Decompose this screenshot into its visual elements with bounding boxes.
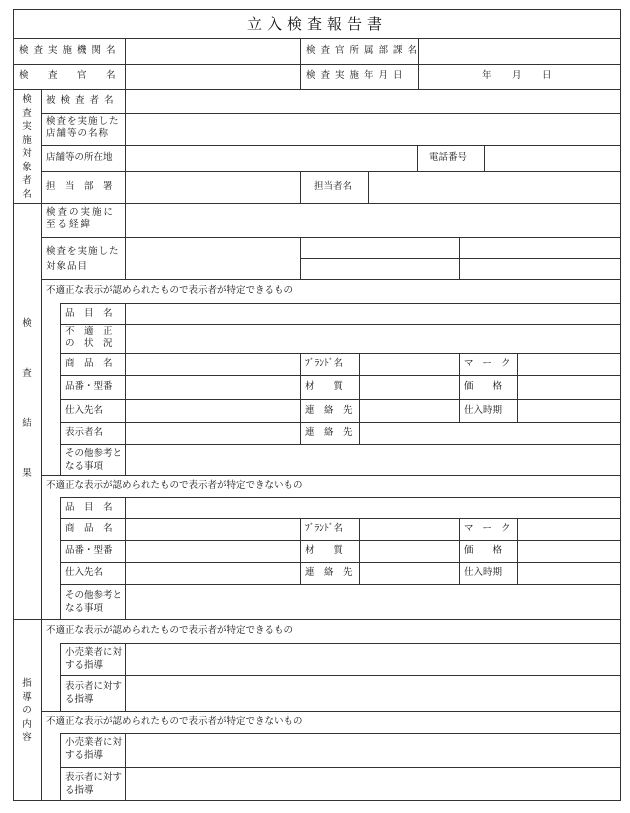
- rule: [459, 353, 460, 422]
- identifiable-heading: 不適正な表示が認められたもので表示者が特定できるもの: [46, 285, 294, 296]
- rule: [13, 9, 14, 801]
- model-label: 品番・型番: [65, 545, 113, 556]
- material-label: 材 質: [305, 381, 344, 392]
- model-field[interactable]: [126, 376, 300, 399]
- phone-label: 電話番号: [429, 152, 468, 163]
- store-address-field[interactable]: [126, 146, 417, 171]
- rule: [300, 353, 301, 444]
- mark-label: マ ー ク: [464, 523, 514, 534]
- inspector-dept-label: 検査官所属部課名: [306, 45, 423, 56]
- guidance-section-label: 指導の内容: [22, 678, 32, 743]
- item-name-field[interactable]: [126, 498, 620, 518]
- status-label: 不 適 正の 状 況: [65, 326, 113, 349]
- rule: [620, 9, 621, 801]
- rule: [41, 711, 621, 712]
- item-field[interactable]: [460, 238, 620, 258]
- supplier-field[interactable]: [126, 563, 300, 584]
- retailer-guidance-field[interactable]: [126, 734, 620, 767]
- labeler-guidance-field[interactable]: [126, 676, 620, 711]
- labeler-guidance-label: 表示者に対する指導: [65, 681, 123, 705]
- mark-field[interactable]: [518, 354, 620, 375]
- product-name-label: 商 品 名: [65, 358, 113, 369]
- rule: [60, 643, 61, 711]
- store-name-label: 検査を実施した店舗等の名称: [46, 116, 120, 139]
- date-label: 検査実施年月日: [306, 70, 408, 81]
- supplier-label: 仕入先名: [65, 567, 104, 578]
- material-label: 材 質: [305, 545, 344, 556]
- guidance-unidentifiable-heading: 不適正な表示が認められたもので表示者が特定できないもの: [46, 716, 303, 727]
- rule: [13, 64, 621, 65]
- brand-field[interactable]: [360, 354, 459, 375]
- person-label: 担当者名: [314, 181, 353, 192]
- items-label: 検査を実施した対象品目: [46, 246, 120, 272]
- mark-field[interactable]: [518, 519, 620, 540]
- results-section-label: 検査結果: [22, 318, 32, 479]
- purchase-time-label: 仕入時期: [464, 567, 503, 578]
- labeler-field[interactable]: [126, 423, 300, 444]
- product-name-label: 商 品 名: [65, 523, 113, 534]
- labeler-label: 表示者名: [65, 427, 104, 438]
- other-label: その他参考となる事項: [65, 448, 123, 472]
- retailer-guidance-label: 小売業者に対する指導: [65, 647, 123, 671]
- rule: [459, 518, 460, 584]
- item-field[interactable]: [126, 238, 300, 258]
- brand-field[interactable]: [360, 519, 459, 540]
- model-field[interactable]: [126, 541, 300, 562]
- status-field[interactable]: [126, 325, 620, 353]
- other-field[interactable]: [126, 445, 620, 475]
- inspector-label: 検 査 官 名: [19, 70, 121, 81]
- inspector-dept-field[interactable]: [419, 39, 620, 64]
- labeler-guidance-label: 表示者に対する指導: [65, 772, 123, 796]
- phone-field[interactable]: [485, 146, 620, 171]
- subject-section-label: 検査実施対象者名: [22, 94, 32, 200]
- price-field[interactable]: [518, 541, 620, 562]
- dept-label: 担 当 部 署: [46, 181, 113, 192]
- date-year-label: 年: [482, 70, 492, 81]
- item-field[interactable]: [301, 238, 459, 258]
- brand-label: ﾌﾞﾗﾝﾄﾞ名: [305, 358, 344, 369]
- labeler-contact-field[interactable]: [360, 423, 620, 444]
- rule: [417, 145, 418, 171]
- labeler-guidance-field[interactable]: [126, 768, 620, 800]
- price-label: 価 格: [464, 545, 503, 556]
- material-field[interactable]: [360, 376, 459, 399]
- rule: [300, 38, 301, 89]
- rule: [13, 619, 621, 620]
- store-name-field[interactable]: [126, 114, 620, 145]
- item-field[interactable]: [301, 259, 459, 279]
- other-field[interactable]: [126, 585, 620, 619]
- guidance-identifiable-heading: 不適正な表示が認められたもので表示者が特定できるもの: [46, 625, 294, 636]
- supplier-field[interactable]: [126, 400, 300, 422]
- store-address-label: 店舗等の所在地: [46, 152, 113, 163]
- retailer-guidance-field[interactable]: [126, 644, 620, 675]
- contact-label: 連 絡 先: [305, 405, 353, 416]
- item-field[interactable]: [460, 259, 620, 279]
- rule: [41, 279, 621, 280]
- circumstances-field[interactable]: [126, 204, 620, 237]
- rule: [60, 497, 61, 619]
- agency-label: 検査実施機関名: [19, 45, 121, 56]
- purchase-time-field[interactable]: [518, 400, 620, 422]
- rule: [300, 518, 301, 584]
- brand-label: ﾌﾞﾗﾝﾄﾞ名: [305, 523, 344, 534]
- rule: [60, 733, 61, 800]
- item-name-field[interactable]: [126, 304, 620, 324]
- retailer-guidance-label: 小売業者に対する指導: [65, 737, 123, 761]
- contact-field[interactable]: [360, 400, 459, 422]
- product-name-field[interactable]: [126, 354, 300, 375]
- item-name-label: 品 目 名: [65, 502, 113, 513]
- rule: [300, 171, 301, 203]
- rule: [13, 800, 621, 801]
- contact-field[interactable]: [360, 563, 459, 584]
- purchase-time-label: 仕入時期: [464, 405, 503, 416]
- inspection-report-form: [13, 9, 621, 801]
- rule: [41, 475, 621, 476]
- inspectee-field[interactable]: [126, 90, 620, 113]
- contact-label: 連 絡 先: [305, 567, 353, 578]
- form-title: 立入検査報告書: [246, 15, 387, 33]
- other-label: その他参考となる事項: [65, 590, 123, 614]
- inspectee-label: 被検査者名: [46, 95, 119, 106]
- agency-field[interactable]: [126, 39, 300, 64]
- rule: [13, 9, 621, 10]
- supplier-label: 仕入先名: [65, 405, 104, 416]
- purchase-time-field[interactable]: [518, 563, 620, 584]
- date-month-label: 月: [512, 70, 522, 81]
- date-day-label: 日: [542, 70, 552, 81]
- product-name-field[interactable]: [126, 519, 300, 540]
- unidentifiable-heading: 不適正な表示が認められたもので表示者が特定できないもの: [46, 480, 303, 491]
- labeler-contact-label: 連 絡 先: [305, 427, 353, 438]
- person-field[interactable]: [369, 172, 620, 203]
- rule: [41, 89, 42, 800]
- item-field[interactable]: [126, 259, 300, 279]
- model-label: 品番・型番: [65, 381, 113, 392]
- price-label: 価 格: [464, 381, 503, 392]
- dept-field[interactable]: [126, 172, 300, 203]
- rule: [60, 303, 61, 475]
- inspector-field[interactable]: [126, 65, 300, 89]
- mark-label: マ ー ク: [464, 358, 514, 369]
- material-field[interactable]: [360, 541, 459, 562]
- price-field[interactable]: [518, 376, 620, 399]
- item-name-label: 品 目 名: [65, 308, 113, 319]
- circumstances-label: 検査の実施に至る経緯: [46, 207, 116, 230]
